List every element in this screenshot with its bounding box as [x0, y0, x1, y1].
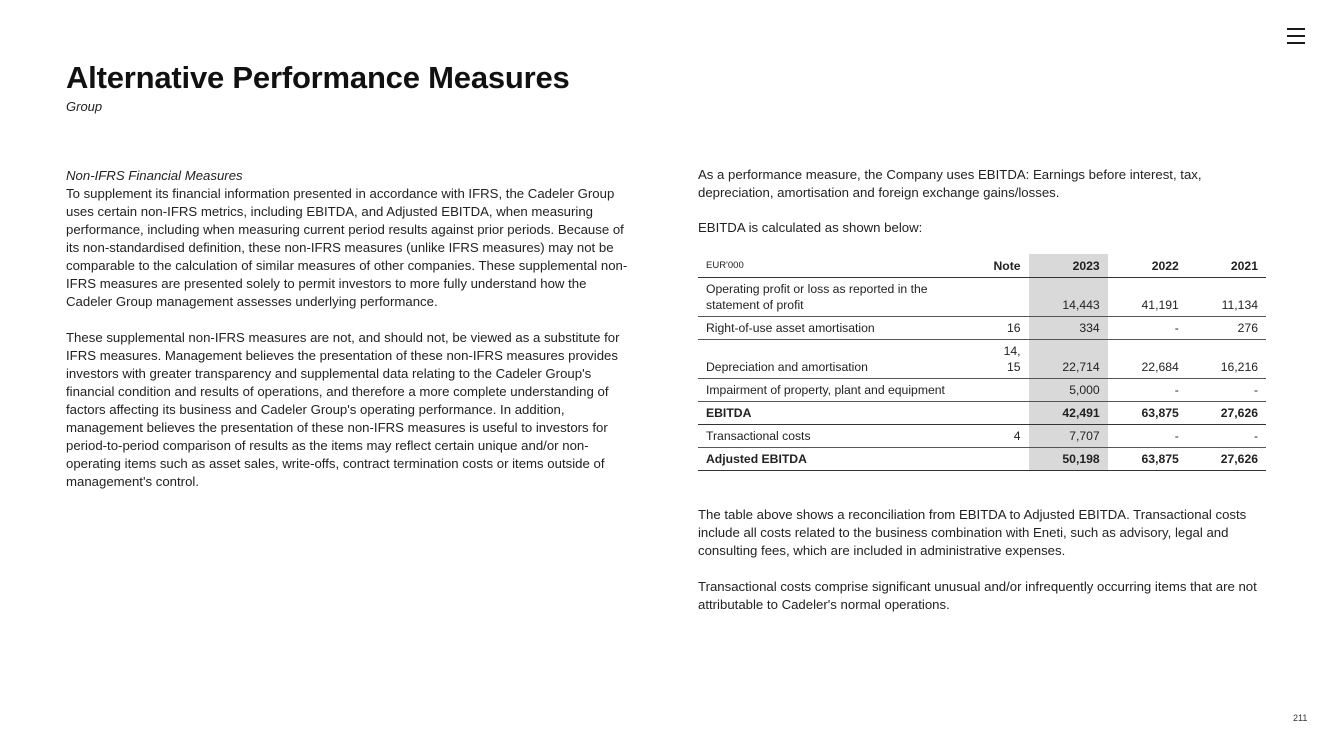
header-2021: 2021 — [1230, 259, 1258, 273]
row-value-2023: 5,000 — [1029, 379, 1108, 402]
table-header-row — [698, 254, 1266, 278]
row-value-2021: 27,626 — [1220, 452, 1258, 466]
section-heading: Non-IFRS Financial Measures — [66, 168, 243, 183]
unit-label: EUR'000 — [706, 260, 744, 271]
right-intro — [698, 166, 1266, 202]
row-note: 16 — [1007, 321, 1021, 335]
header-2023: 2023 — [1029, 254, 1108, 278]
row-note: 14, 15 — [1003, 344, 1021, 374]
table-row — [698, 379, 1266, 402]
row-value-2023: 50,198 — [1029, 448, 1108, 471]
table-row — [698, 317, 1266, 340]
row-note: 4 — [1013, 429, 1021, 443]
page-subtitle: Group — [66, 99, 103, 114]
table-row — [698, 278, 1266, 317]
table-explanation — [698, 506, 1266, 614]
row-label: Right-of-use asset amortisation — [706, 321, 875, 335]
row-note — [980, 448, 1028, 471]
row-label: Impairment of property, plant and equipment — [706, 383, 945, 397]
page-title: Alternative Performance Measures — [66, 60, 570, 95]
row-note — [980, 278, 1028, 317]
reconciliation-note: The table above shows a reconciliation from EBITDA to Adjusted EBITDA. Transactional costs include all costs related to the business combination with Eneti, such as advisory, legal and consulting fees, which are included in administrative expenses. — [698, 507, 1247, 558]
row-value-2023: 334 — [1029, 317, 1108, 340]
ebitda-definition: As a performance measure, the Company uses EBITDA: Earnings before interest, tax, depreciation, amortisation and foreign exchange gains/losses. — [698, 167, 1202, 200]
table-row-ebitda — [698, 402, 1266, 425]
ebitda-calc-label: EBITDA is calculated as shown below: — [698, 220, 923, 235]
table-row-adjusted-ebitda — [698, 448, 1266, 471]
paragraph-1: To supplement its financial information presented in accordance with IFRS, the Cadeler Group uses certain non-IFRS metrics, including EBITDA, and Adjusted EBITDA, when measuring performance, including when measuring current period results against prior periods. Because of its non-standardised definition, these non-IFRS measures (unlike IFRS measures) may not be comparable to the calculation of similar measures of other companies. These supplemental non-IFRS measures are presented solely to permit investors to more fully understand how the Cadeler Group management assesses underlying performance. — [66, 186, 628, 309]
hamburger-menu-icon[interactable] — [1287, 28, 1305, 44]
row-value-2022: 63,875 — [1141, 452, 1179, 466]
page-number: 211 — [1293, 713, 1308, 723]
left-column — [66, 167, 636, 491]
transactional-costs-note: Transactional costs comprise significant unusual and/or infrequently occurring items that are not attributable to Cadeler's normal operations. — [698, 579, 1257, 612]
row-value-2021: 16,216 — [1220, 360, 1258, 374]
row-value-2021: - — [1253, 383, 1258, 397]
row-value-2021: 27,626 — [1220, 406, 1258, 420]
row-value-2022: - — [1174, 321, 1179, 335]
row-value-2023: 14,443 — [1029, 278, 1108, 317]
ebitda-table — [698, 254, 1266, 471]
header-note: Note — [993, 259, 1021, 273]
row-value-2021: - — [1253, 429, 1258, 443]
row-label: Operating profit or loss as reported in the statement of profit — [706, 282, 928, 312]
row-value-2023: 22,714 — [1029, 340, 1108, 379]
header-2022: 2022 — [1151, 259, 1179, 273]
row-value-2022: - — [1174, 383, 1179, 397]
paragraph-2: These supplemental non-IFRS measures are not, and should not, be viewed as a substitute for IFRS measures. Management believes the presentation of these non-IFRS measures provides investors with greater transparency and supplemental data relating to the Cadeler Group's financial condition and results of operations, and therefore a more complete understanding of factors affecting its business and Cadeler Group's operating performance. In addition, management believes the presentation of these non-IFRS measures is useful to investors for period-to-period comparison of results as the items may reflect certain unique and/or non-operating items such as asset sales, write-offs, contract termination costs or items outside of management's control. — [66, 330, 620, 489]
row-value-2021: 11,134 — [1221, 298, 1258, 312]
row-note — [980, 402, 1028, 425]
row-label: Transactional costs — [706, 429, 811, 443]
table-row — [698, 425, 1266, 448]
row-value-2022: 22,684 — [1141, 360, 1179, 374]
row-value-2023: 7,707 — [1029, 425, 1108, 448]
row-label: Adjusted EBITDA — [706, 452, 807, 466]
row-value-2022: 41,191 — [1141, 298, 1179, 312]
row-label: EBITDA — [706, 406, 752, 420]
row-value-2022: - — [1174, 429, 1179, 443]
row-note — [980, 379, 1028, 402]
row-value-2022: 63,875 — [1141, 406, 1179, 420]
row-value-2023: 42,491 — [1029, 402, 1108, 425]
table-row — [698, 340, 1266, 379]
row-value-2021: 276 — [1237, 321, 1258, 335]
row-label: Depreciation and amortisation — [706, 360, 868, 374]
